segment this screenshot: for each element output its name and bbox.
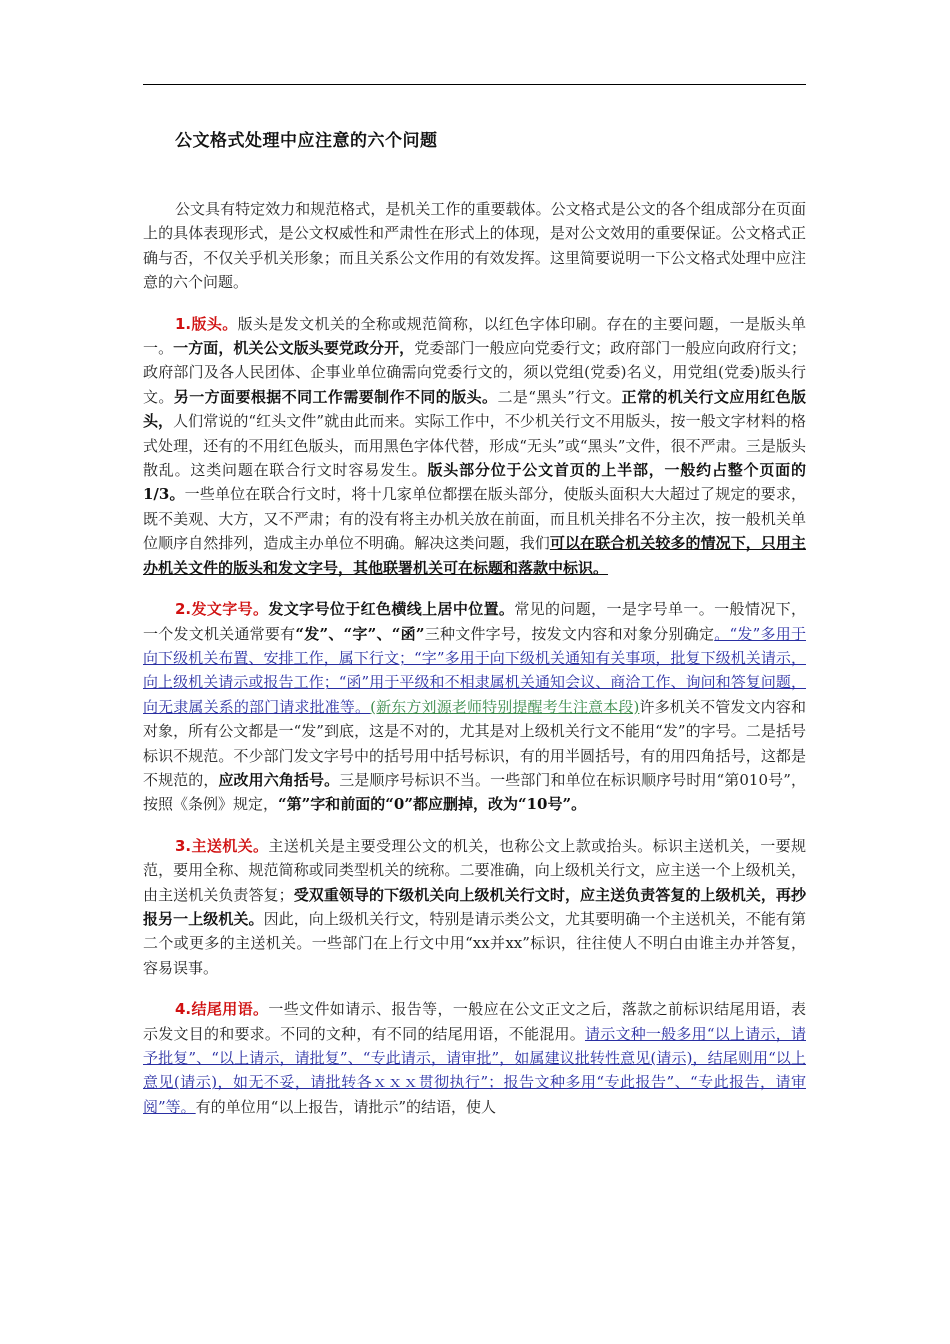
section-3-text: 主送机关是主要受理公文的机关，也称公文上款或抬头。标识主送机关，一要规范，要用全称、规范简称或同类型机关的统称。二要准确，向上级机关行文，应主送一个上级机关，由主送机关负责答复； — [143, 836, 806, 904]
section-2-paragraph — [143, 597, 806, 817]
section-4-text: 有的单位用“以上报告，请批示”的结语，使人 — [195, 1097, 497, 1116]
section-2-bold: “发”、“字”、“函” — [295, 624, 425, 643]
header-rule — [143, 84, 806, 85]
section-1-bold: 版头部分位于公文首页的上半部，一般约占整个页面的1/3。 — [143, 461, 806, 504]
section-2-heading: 2.发文字号。 — [175, 600, 269, 619]
section-3-heading: 3.主送机关。 — [175, 836, 269, 855]
section-1-text: 人们常说的“红头文件”就由此而来。实际工作中，不少机关行文不用版头，按一般文字材料的格式处理，还有的不用红色版头，而用黑色字体代替，形成“无头”或“黑头”文件，很不严肃。三是版头散乱。这类问题在联合行文时容易发生。 — [143, 412, 806, 480]
section-4-heading: 4.结尾用语。 — [175, 1000, 269, 1019]
section-3-bold: 受双重领导的下级机关向上级机关行文时，应主送负责答复的上级机关，再抄报另一上级机关。 — [143, 885, 806, 928]
section-2-text: 许多机关不管发文内容和对象，所有公文都是一“发”到底，这是不对的，尤其是对上级机关行文不能用“发”的字号。二是括号标识不规范。不少部门发文字号中的括号用中括号标识，有的用半圆括号，有的用四角括号，这都是不规范的， — [143, 697, 806, 789]
intro-paragraph: 公文具有特定效力和规范格式，是机关工作的重要载体。公文格式是公文的各个组成部分在页面上的具体表现形式，是公文权威性和严肃性在形式上的体现，是对公文效用的重要保证。公文格式正确与否，不仅关乎机关形象；而且关系公文作用的有效发挥。这里简要说明一下公文格式处理中应注意的六个问题。 — [143, 200, 806, 292]
section-2-text: 常见的问题，一是字号单一。一般情况下，一个发文机关通常要有 — [143, 600, 806, 643]
document-title: 公文格式处理中应注意的六个问题 — [175, 131, 438, 151]
section-3-text: 因此，向上级机关行文，特别是请示类公文，尤其要明确一个主送机关，不能有第二个或更多的主送机关。一些部门在上行文中用“xx并xx”标识，往往使人不明白由谁主办并答复，容易误事。 — [143, 909, 806, 977]
section-1-bold: 另一方面要根据不同工作需要制作不同的版头。 — [173, 387, 498, 406]
section-4-text: 一些文件如请示、报告等，一般应在公文正文之后，落款之前标识结尾用语，表示发文目的和要求。不同的文种，有不同的结尾用语，不能混用。 — [143, 1000, 806, 1043]
document-body — [143, 197, 806, 1136]
section-1-bold-underlined: 可以在联合机关较多的情况下，只用主办机关文件的版头和发文字号，其他联署机关可在标题和落款中标识。 — [143, 534, 806, 577]
section-2-bold: 发文字号位于红色横线上居中位置。 — [268, 600, 515, 619]
section-1-heading: 1.版头。 — [175, 314, 238, 333]
section-3-paragraph — [143, 834, 806, 980]
section-1-text: 一些单位在联合行文时，将十几家单位都摆在版头部分，使版头面积大大超过了规定的要求，既不美观、大方，又不严肃；有的没有将主办机关放在前面，而且机关排名不分主次，按一般机关单位顺序自然排列，造成主办单位不明确。解决这类问题，我们 — [143, 485, 806, 553]
section-2-bold: 应改用六角括号。 — [218, 770, 340, 789]
section-4-paragraph — [143, 997, 806, 1119]
section-1-bold: 一方面，机关公文版头要党政分开， — [173, 339, 415, 358]
section-2-note-link[interactable]: (新东方刘源老师特别提醒考生注意本段) — [370, 697, 640, 716]
section-2-text: 三种文件字号，按发文内容和对象分别确定 — [424, 624, 715, 643]
section-1-text: 二是“黑头”行文。 — [497, 387, 622, 406]
section-1-text: 版头是发文机关的全称或规范简称，以红色字体印刷。存在的主要问题，一是版头单一。 — [143, 314, 806, 358]
section-2-text: 三是顺序号标识不当。一些部门和单位在标识顺序号时用“第010号”，按照《条例》规定， — [143, 770, 806, 814]
section-2-underlined-link[interactable]: 。“发”多用于向下级机关布置、安排工作，属下行文；“字”多用于向下级机关通知有关事项，批复下级机关请示，向上级机关请示或报告工作；“函”用于平级和不相隶属机关通知会议、商洽工作、询问和答复问题，向无隶属关系的部门请求批准等。 — [143, 624, 806, 716]
section-1-paragraph — [143, 312, 806, 580]
section-2-bold: “第”字和前面的“0”都应删掉，改为“10号”。 — [278, 795, 587, 814]
section-1-text: 党委部门一般应向党委行文；政府部门一般应向政府行文；政府部门及各人民团体、企事业单位确需向党委行文的，须以党组(党委)名义，用党组(党委)版头行文。 — [143, 339, 806, 406]
section-1-bold: 正常的机关行文应用红色版头， — [143, 387, 806, 431]
section-4-underlined-link[interactable]: 请示文种一般多用“以上请示，请予批复”、“以上请示，请批复”、“专此请示，请审批”，如属建议批转性意见(请示)，结尾则用“以上意见(请示)，如无不妥，请批转各ｘｘｘ贯彻执行”；报告文种多用“专此报告”、“专此报告，请审阅”等。 — [143, 1024, 806, 1116]
